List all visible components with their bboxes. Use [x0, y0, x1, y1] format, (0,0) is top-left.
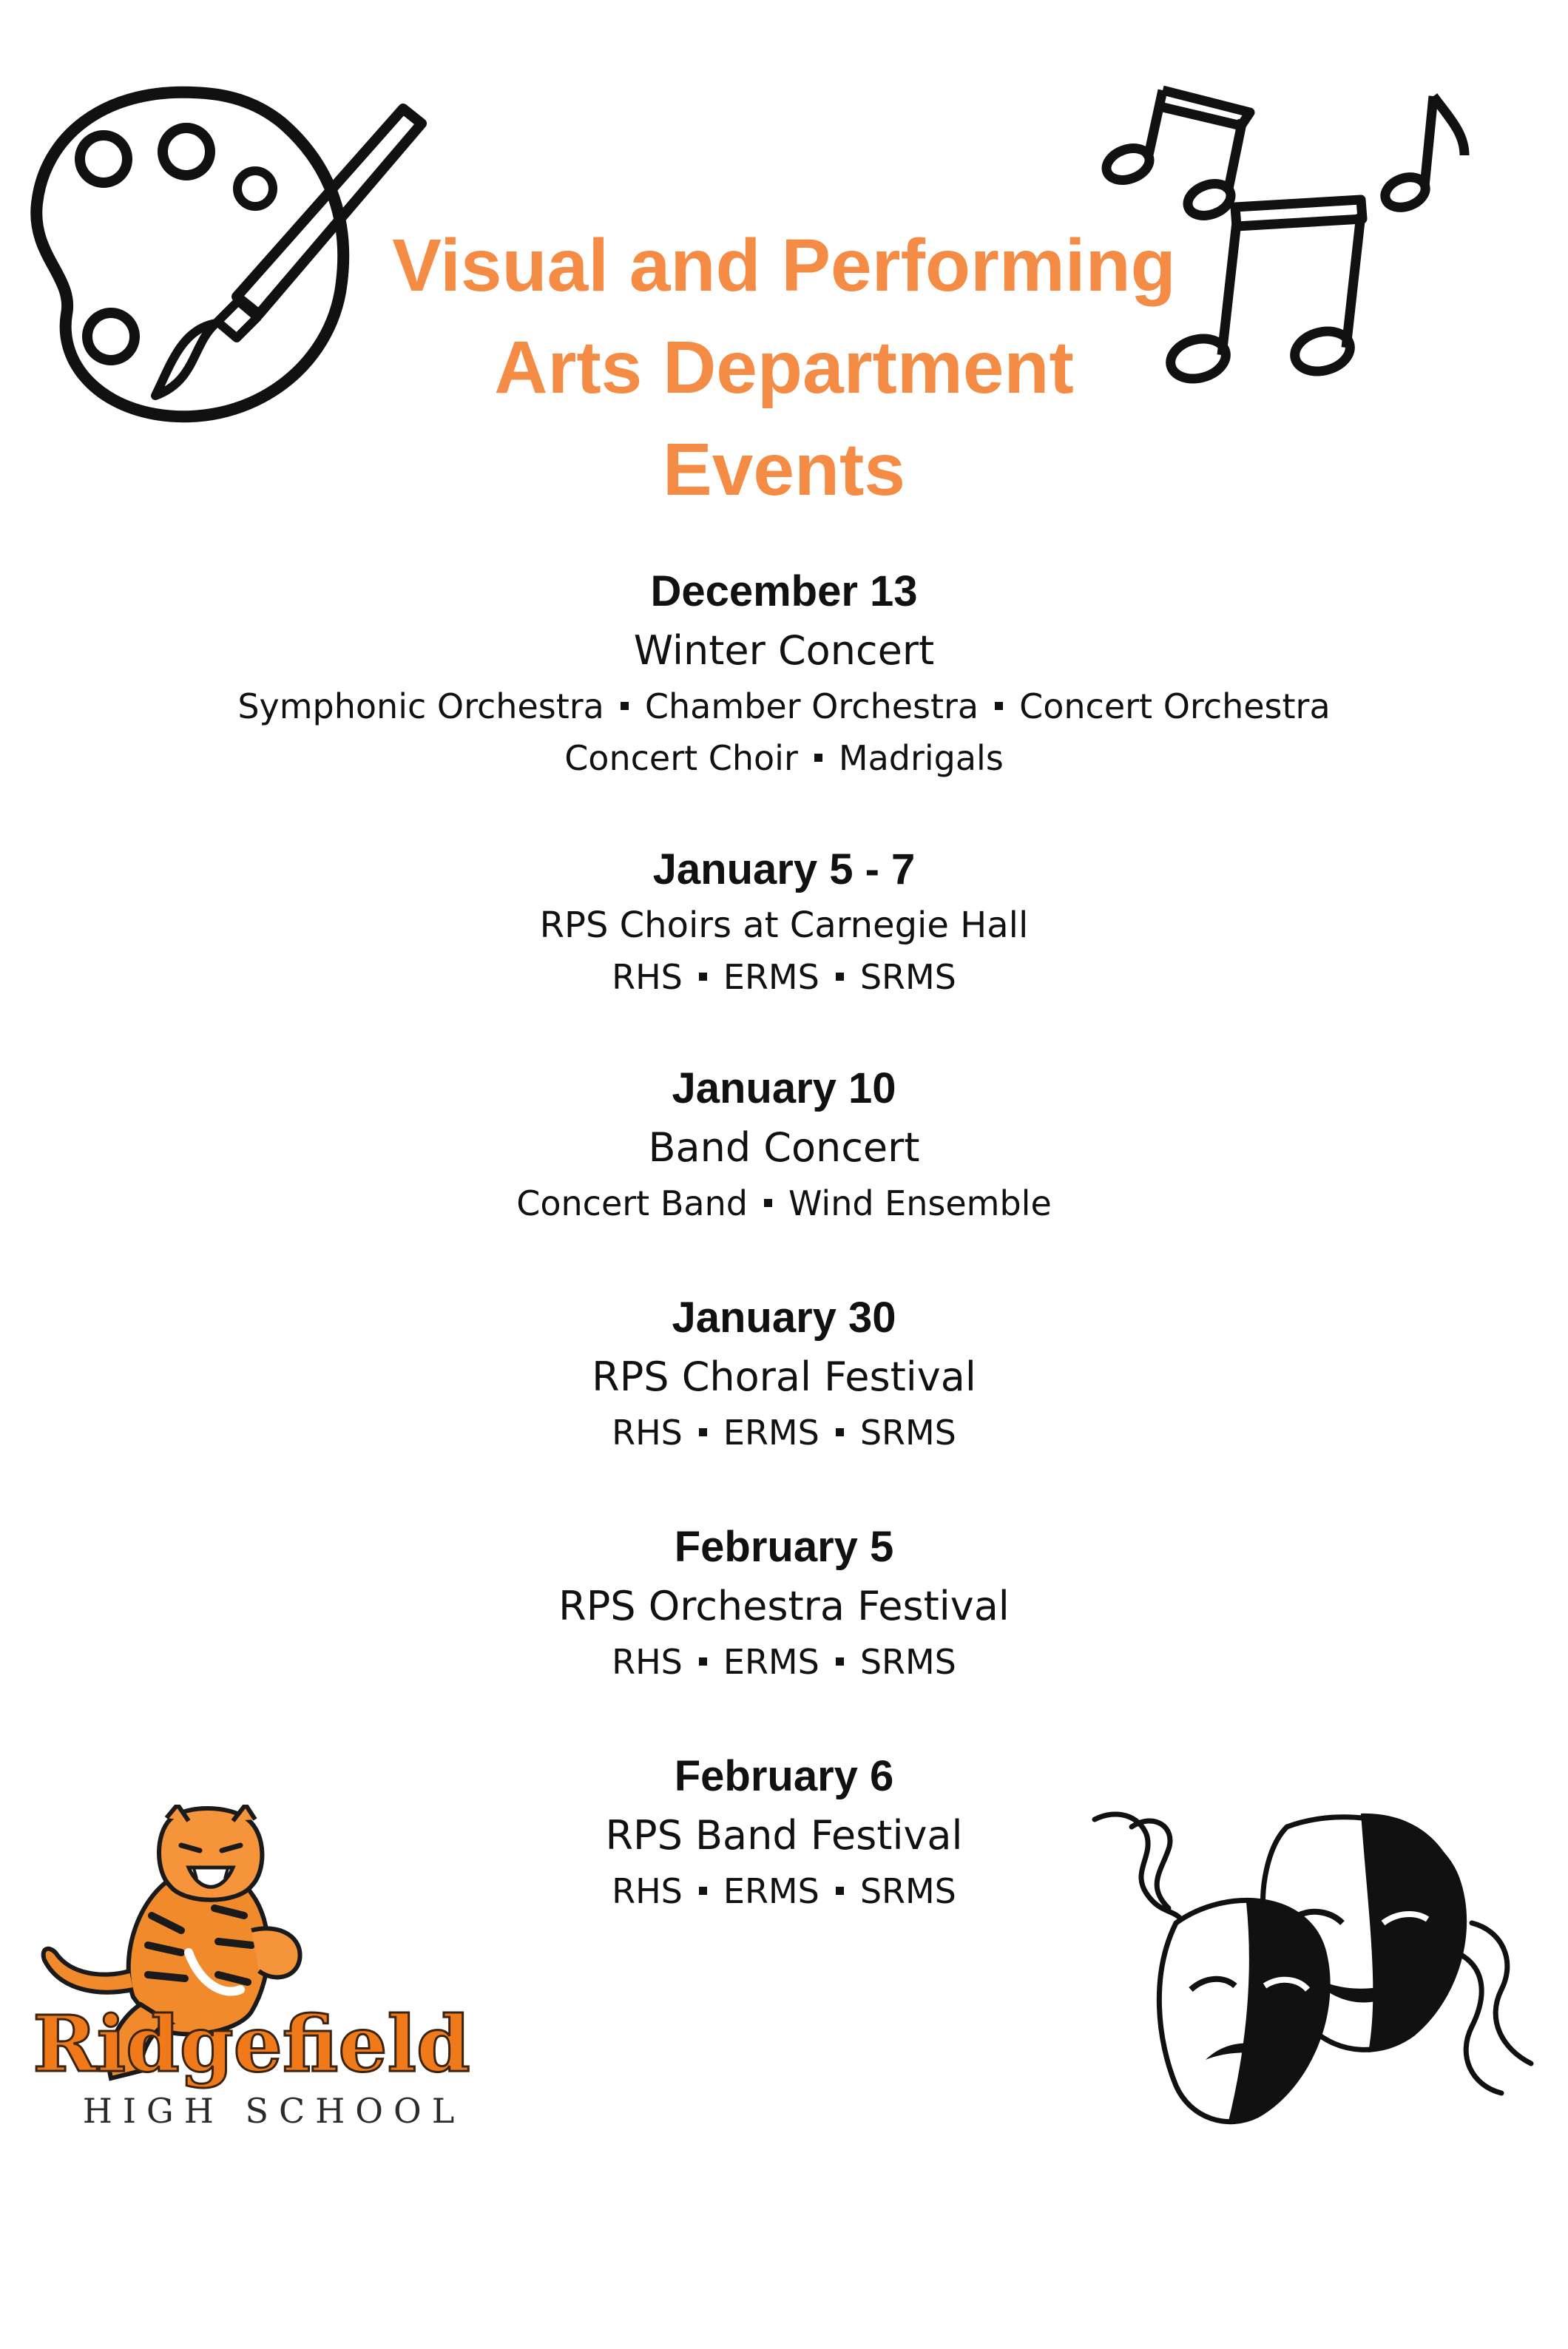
bullet-separator: [836, 1428, 844, 1436]
group-label: SRMS: [859, 1871, 956, 1911]
school-logo: [30, 1805, 488, 2152]
group-label: Wind Ensemble: [788, 1183, 1052, 1223]
event-date: January 10: [672, 1064, 896, 1112]
group-label: Concert Orchestra: [1019, 686, 1331, 726]
event-groups-line: [0, 951, 1568, 1003]
event-january-30: [0, 1288, 1568, 1459]
logo-wordmark: Ridgefield: [33, 1998, 470, 2089]
group-label: ERMS: [723, 1413, 820, 1453]
event-date: February 5: [674, 1523, 894, 1571]
event-name: RPS Band Festival: [605, 1812, 963, 1859]
event-name: RPS Orchestra Festival: [558, 1583, 1010, 1629]
title-line-1: Visual and Performing: [392, 224, 1176, 307]
bullet-separator: [699, 1887, 707, 1895]
event-date: January 30: [672, 1294, 896, 1342]
group-label: ERMS: [723, 1642, 820, 1682]
event-february-5: [0, 1518, 1568, 1688]
event-groups-line: [0, 732, 1568, 784]
group-label: SRMS: [859, 957, 956, 997]
event-groups-line: [0, 1636, 1568, 1688]
bullet-separator: [699, 1428, 707, 1436]
event-january-5-7: [0, 840, 1568, 1003]
group-label: RHS: [612, 1871, 683, 1911]
page-title: [0, 214, 1568, 521]
logo-subtitle: HIGH SCHOOL: [82, 2091, 465, 2131]
group-label: Concert Band: [516, 1183, 748, 1223]
group-label: RHS: [612, 1642, 683, 1682]
group-label: ERMS: [723, 1871, 820, 1911]
bullet-separator: [699, 1657, 707, 1666]
theater-masks-icon: [1087, 1805, 1546, 2152]
group-label: Symphonic Orchestra: [237, 686, 604, 726]
bullet-separator: [814, 754, 822, 762]
bullet-separator: [836, 1887, 844, 1895]
bullet-separator: [836, 973, 844, 981]
bullet-separator: [764, 1199, 772, 1207]
event-january-10: [0, 1059, 1568, 1229]
group-label: SRMS: [859, 1413, 956, 1453]
group-label: Concert Choir: [564, 738, 798, 778]
bullet-separator: [621, 702, 629, 710]
event-december-13: [0, 562, 1568, 784]
bullet-separator: [995, 702, 1003, 710]
title-line-2: Arts Department: [494, 326, 1074, 409]
group-label: ERMS: [723, 957, 820, 997]
event-date: January 5 - 7: [652, 845, 916, 893]
event-name: Winter Concert: [633, 627, 935, 674]
event-groups-line: [0, 1407, 1568, 1459]
group-label: Madrigals: [838, 738, 1004, 778]
title-line-3: Events: [663, 428, 905, 511]
event-name: RPS Choirs at Carnegie Hall: [539, 905, 1029, 946]
event-groups-line: [0, 680, 1568, 732]
event-name: RPS Choral Festival: [592, 1353, 976, 1400]
event-date: December 13: [650, 567, 918, 615]
event-groups-line: [0, 1177, 1568, 1229]
event-date: February 6: [674, 1752, 894, 1800]
bullet-separator: [699, 973, 707, 981]
group-label: RHS: [612, 1413, 683, 1453]
bullet-separator: [836, 1657, 844, 1666]
group-label: SRMS: [859, 1642, 956, 1682]
group-label: Chamber Orchestra: [644, 686, 979, 726]
group-label: RHS: [612, 957, 683, 997]
event-name: Band Concert: [648, 1124, 920, 1171]
